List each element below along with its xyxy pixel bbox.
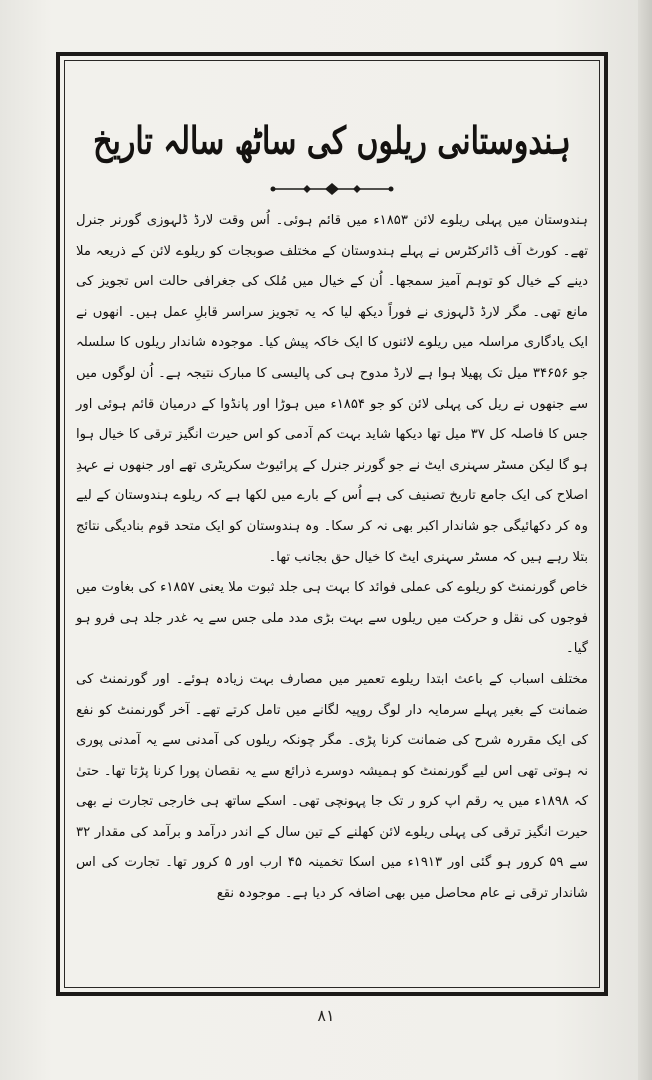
page-number: ۸۱ (317, 1006, 335, 1025)
page-edge-shadow (638, 0, 652, 1080)
article-content (72, 120, 592, 940)
article-body (72, 206, 592, 910)
ornament-divider-icon (267, 182, 397, 196)
paragraph-mutiny: خاص گورنمنٹ کو ریلوے کی عملی فوائد کا بہت ہی جلد ثبوت ملا یعنی ۱۸۵۷ء کی بغاوت میں فوجوں کی نقل و حرکت میں ریلوں سے بہت بڑی مدد ملی جس سے یہ غدر جلد ہی فرو ہو گیا۔ (76, 580, 588, 657)
article-title: ہندوستانی ریلوں کی ساٹھ سالہ تاریخ (93, 119, 571, 164)
paragraph-history: ہندوستان میں پہلی ریلوے لائن ۱۸۵۳ء میں قائم ہوئی۔ اُس وقت لارڈ ڈلہوزی گورنر جنرل تھے۔ کورٹ آف ڈائرکٹرس نے پہلے ہندوستان کے مختلف صوبجات کو ریلوے لائن کے ذریعہ ملا دینے کے خیال کو توہم آمیز سمجھا۔ اُن کے خیال میں مُلک کی جغرافی حالت اس تجویز کی مانع تھی۔ مگر لارڈ ڈلہوزی نے فوراً دیکھ لیا کہ یہ تجویز سراسر قابلِ عمل ہیں۔ انھوں نے ایک یادگاری مراسلہ میں ریلوے لائنوں کا ایک خاکہ پیش کیا۔ موجودہ شاندار ریلوں کا سلسلہ جو ۳۴۶۵۶ میل تک پھیلا ہوا ہے لارڈ مدوح ہی کی پالیسی کا مبارک نتیجہ ہے۔ اُن لوگوں میں سے جنھوں نے ریل کی پہلی لائن کو جو ۱۸۵۴ء میں ہوڑا اور پانڈوا کے درمیان قائم ہوئی اور جس کا فاصلہ کل ۳۷ میل تھا دیکھا شاید بہت کم آدمی کو اس حیرت انگیز ترقی کا خیال ہوا ہو گا لیکن مسٹر سہنری ایٹ نے جو گورنر جنرل کے پرائیوٹ سکریٹری تھے اور جنھوں نے عہدِ اصلاح کی ایک جامع تاریخ تصنیف کی ہے اُس کے بارے میں لکھا ہے کہ ریلوے ہندوستان کے لیے وہ کر دکھائیگی جو شاندار اکبر بھی نہ کر سکا۔ وہ ہندوستان کو ایک متحد قوم بنادیگی نتائج بتلا رہے ہیں کہ مسٹر سہنری ایٹ کا خیال حق بجانب تھا۔ (76, 213, 589, 565)
paragraph-finance: مختلف اسباب کے باعث ابتدا ریلوے تعمیر میں مصارف بہت زیادہ ہوئے۔ اور گورنمنٹ کی ضمانت کے بغیر پہلے سرمایہ دار لوگ روپیہ لگانے میں تامل کرتے تھے۔ آخر گورنمنٹ کو نفع کی ایک مقررہ شرح کی ضمانت کرنا پڑی۔ مگر چونکہ ریلوں کی آمدنی سے یہ آمدنی پوری نہ ہوتی تھی اس لیے گورنمنٹ کو ہمیشہ دوسرے ذرائع سے یہ نقصان پورا کرنا پڑتا تھا۔ حتیٰ کہ ۱۸۹۸ء میں یہ رقم اپ کرو ر تک جا پہونچی تھی۔ اسکے ساتھ ہی خارجی تجارت نے بھی حیرت انگیز ترقی کی پہلی ریلوے لائن کھلنے کے تین سال کے اندر درآمد و برآمد کی مقدار ۳۲ سے ۵۹ کرور ہو گئی اور ۱۹۱۳ء میں اسکا تخمینہ ۴۵ ارب اور ۵ کرور تھا۔ تجارت کی اس شاندار ترقی نے عام محاصل میں بھی اضافہ کر دیا ہے۔ موجودہ نقع (76, 671, 589, 902)
